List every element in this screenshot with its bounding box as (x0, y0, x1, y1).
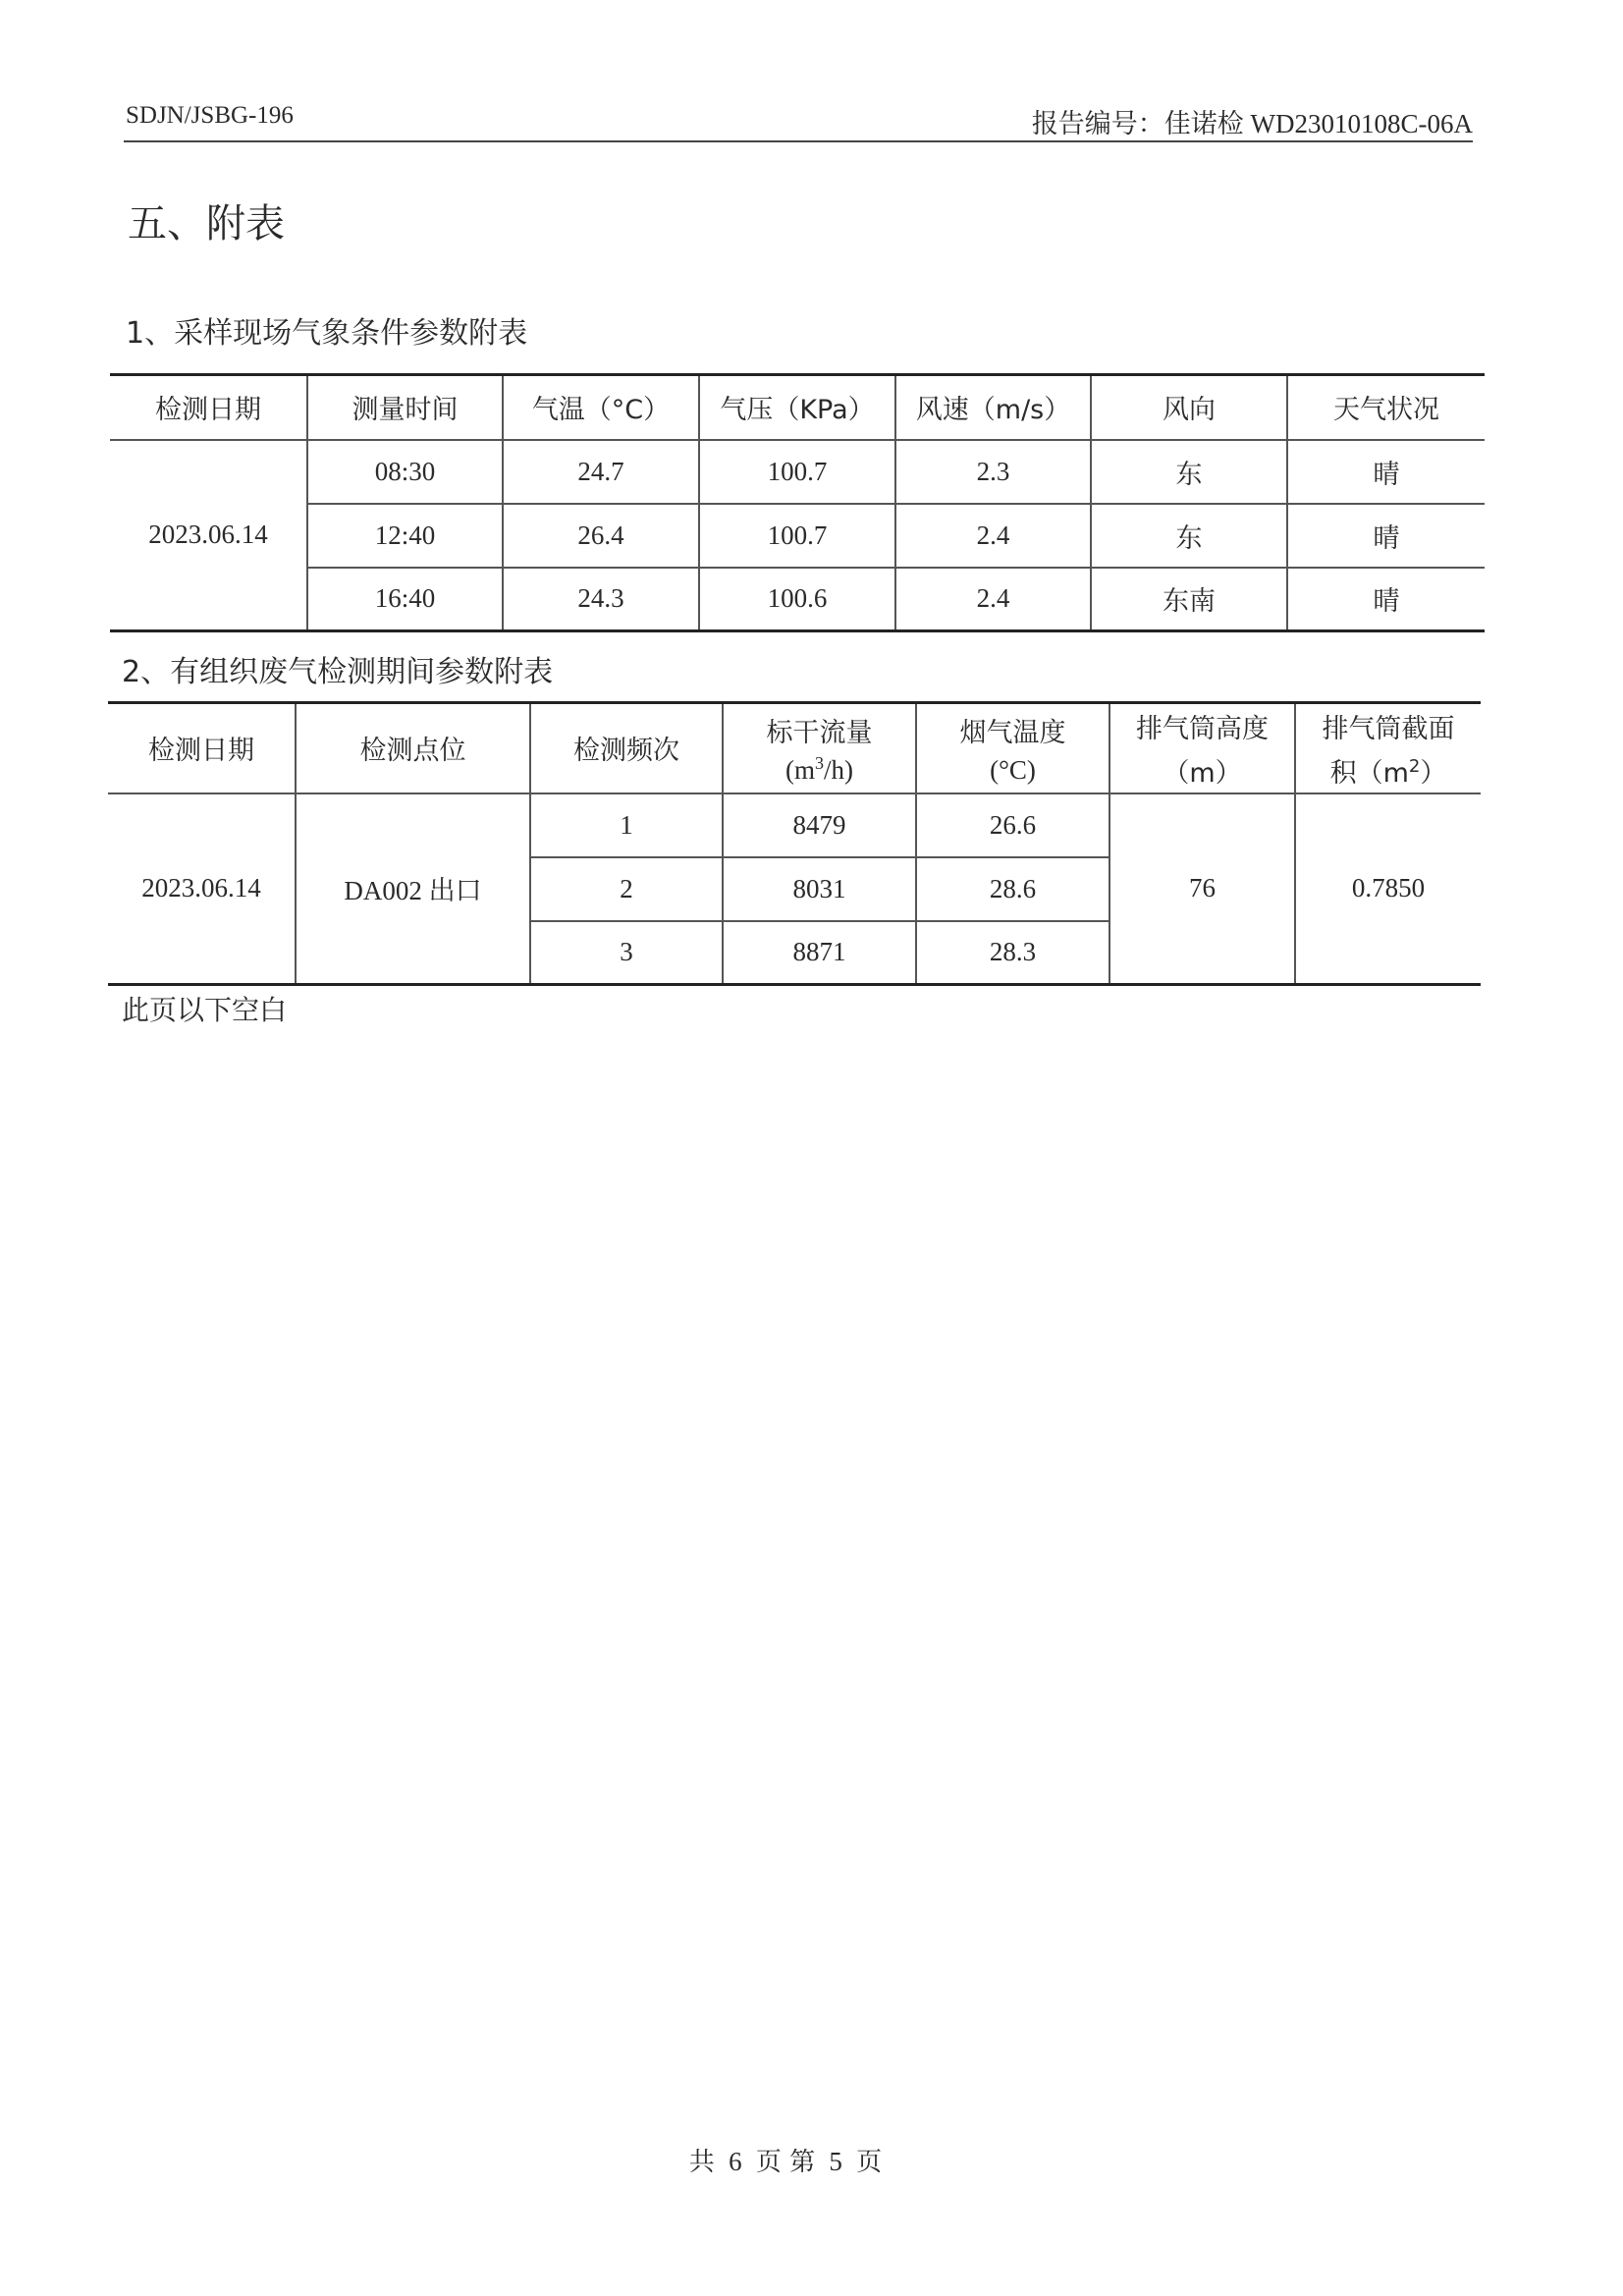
footer-total-label: 共 (688, 2148, 715, 2177)
flow-unit-sup: 3 (815, 752, 824, 773)
emission-header-stack-height (1109, 703, 1295, 793)
page-footer (0, 2142, 1571, 2178)
table-row (110, 568, 1485, 631)
table-row (110, 504, 1485, 568)
emission-header-row (108, 703, 1481, 793)
stack-height-cell: 76 (1109, 793, 1295, 985)
table1-title: 1、采样现场气象条件参数附表 (126, 316, 528, 351)
footer-current-label: 第 (789, 2148, 816, 2177)
flow-header-line1: 标干流量 (766, 717, 873, 748)
emission-header-point: 检测点位 (296, 703, 530, 793)
table-row (110, 440, 1485, 504)
temp-cell: 24.3 (503, 568, 699, 631)
stack-height-header-unit: （m） (1163, 757, 1242, 789)
footer-total-pages: 6 (729, 2147, 742, 2176)
stack-area-header-unit (1296, 751, 1481, 790)
report-number: 报告编号：佳诺检 WD23010108C-06A (1031, 109, 1473, 138)
weather-header-weather: 天气状况 (1287, 375, 1485, 440)
pressure-cell: 100.7 (699, 504, 895, 568)
section-title: 五、附表 (128, 201, 285, 246)
flow-unit-post: /h) (824, 754, 853, 785)
emission-date-cell: 2023.06.14 (108, 793, 296, 985)
flow-unit-pre: (m (785, 754, 815, 785)
gas-temp-cell: 26.6 (916, 793, 1109, 857)
gas-temp-cell: 28.6 (916, 857, 1109, 921)
weather-cell: 晴 (1287, 504, 1485, 568)
temp-cell: 24.7 (503, 440, 699, 504)
wind-speed-cell: 2.3 (895, 440, 1091, 504)
doc-code: SDJN/JSBG-196 (126, 102, 294, 129)
footer-current-page: 5 (829, 2147, 842, 2176)
flow-cell: 8479 (723, 793, 916, 857)
emission-header-freq: 检测频次 (530, 703, 723, 793)
weather-cell: 晴 (1287, 568, 1485, 631)
emission-point-cell: DA002 出口 (296, 793, 530, 985)
wind-dir-cell: 东 (1091, 504, 1287, 568)
header-divider (124, 140, 1473, 142)
flow-cell: 8871 (723, 921, 916, 985)
freq-cell: 2 (530, 857, 723, 921)
time-cell: 16:40 (307, 568, 503, 631)
emission-table (108, 701, 1481, 986)
table-row (108, 793, 1481, 857)
wind-dir-cell: 东南 (1091, 568, 1287, 631)
weather-header-time: 测量时间 (307, 375, 503, 440)
stack-area-unit-post: ） (1420, 757, 1447, 789)
gas-temp-header-line1: 烟气温度 (959, 717, 1066, 748)
footer-page-unit: 页 (755, 2148, 782, 2177)
emission-header-flow (723, 703, 916, 793)
stack-area-unit-sup: 2 (1408, 755, 1421, 777)
flow-header-unit (724, 752, 915, 786)
footer-page-unit-2: 页 (856, 2148, 883, 2177)
freq-cell: 3 (530, 921, 723, 985)
weather-header-pressure: 气压（KPa） (699, 375, 895, 440)
weather-date-cell: 2023.06.14 (110, 440, 307, 631)
temp-cell: 26.4 (503, 504, 699, 568)
wind-speed-cell: 2.4 (895, 504, 1091, 568)
gas-temp-header-unit: (°C) (990, 754, 1036, 785)
stack-height-header-line1: 排气筒高度 (1136, 713, 1269, 744)
weather-header-temp: 气温（°C） (503, 375, 699, 440)
time-cell: 12:40 (307, 504, 503, 568)
blank-below-note: 此页以下空白 (122, 994, 288, 1026)
stack-area-header-line1: 排气筒截面 (1322, 713, 1455, 744)
weather-header-wind-dir: 风向 (1091, 375, 1287, 440)
wind-dir-cell: 东 (1091, 440, 1287, 504)
emission-header-stack-area (1295, 703, 1481, 793)
weather-header-row (110, 375, 1485, 440)
flow-cell: 8031 (723, 857, 916, 921)
time-cell: 08:30 (307, 440, 503, 504)
emission-header-date: 检测日期 (108, 703, 296, 793)
gas-temp-cell: 28.3 (916, 921, 1109, 985)
weather-table (110, 373, 1485, 632)
pressure-cell: 100.7 (699, 440, 895, 504)
table2-title: 2、有组织废气检测期间参数附表 (122, 655, 554, 689)
pressure-cell: 100.6 (699, 568, 895, 631)
stack-area-cell: 0.7850 (1295, 793, 1481, 985)
emission-header-gas-temp (916, 703, 1109, 793)
wind-speed-cell: 2.4 (895, 568, 1091, 631)
freq-cell: 1 (530, 793, 723, 857)
weather-header-date: 检测日期 (110, 375, 307, 440)
stack-area-unit-pre: 积（m (1329, 757, 1409, 789)
weather-cell: 晴 (1287, 440, 1485, 504)
weather-header-wind-speed: 风速（m/s） (895, 375, 1091, 440)
